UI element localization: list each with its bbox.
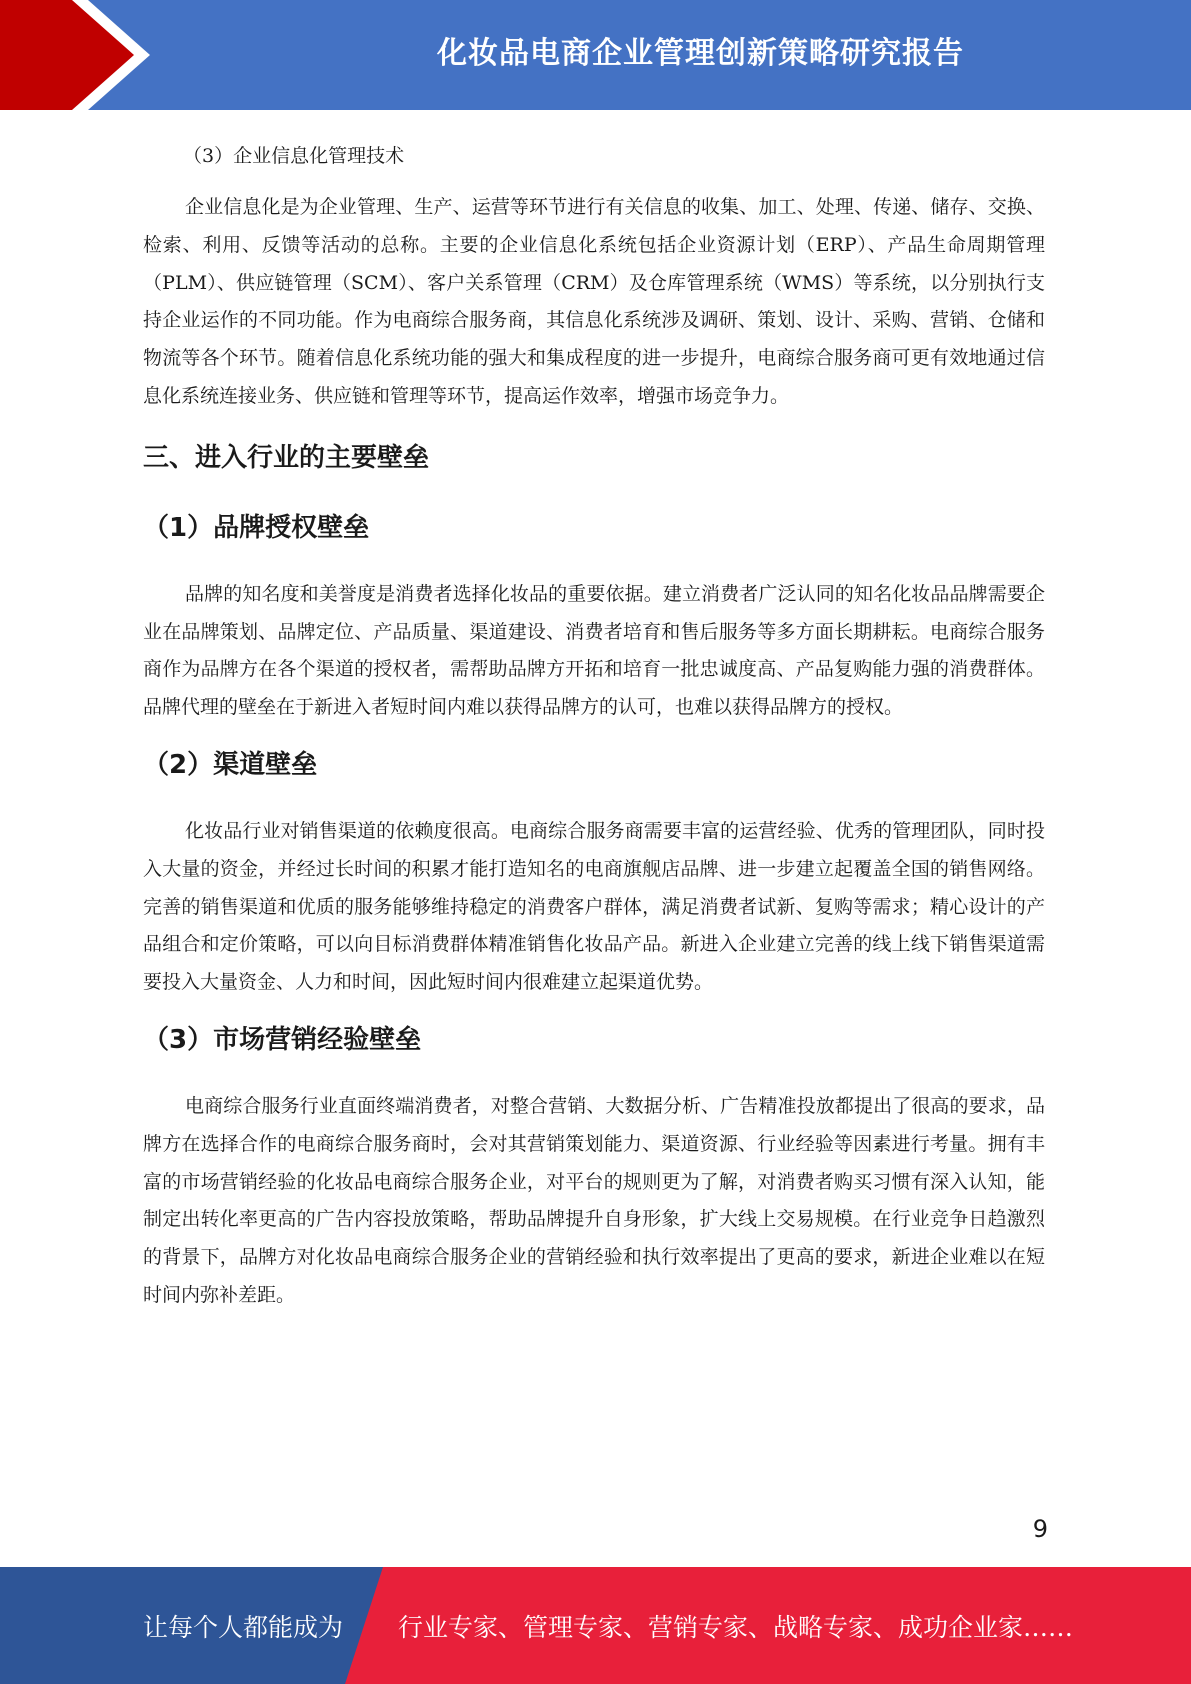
- header-banner: [0, 0, 1191, 110]
- footer-slogan-left: 让每个人都能成为: [143, 1612, 344, 1642]
- paragraph-info-tech: 企业信息化是为企业管理、生产、运营等环节进行有关信息的收集、加工、处理、传递、储存、交换、检索、利用、反馈等活动的总称。主要的企业信息化系统包括企业资源计划（ERP）、产品生命周期管理（PLM）、供应链管理（SCM）、客户关系管理（CRM）及仓库管理系统（WMS）等系统，以分别执行支持企业运作的不同功能。作为电商综合服务商，其信息化系统涉及调研、策划、设计、采购、营销、仓储和物流等各个环节。随着信息化系统功能的强大和集成程度的进一步提升，电商综合服务商可更有效地通过信息化系统连接业务、供应链和管理等环节，提高运作效率，增强市场竞争力。: [143, 196, 1045, 407]
- footer-slogan-right: 行业专家、管理专家、营销专家、战略专家、成功企业家……: [398, 1612, 1074, 1642]
- subsection-title-channel: （2）渠道壁垒: [143, 749, 318, 780]
- page-number: 9: [1032, 1515, 1048, 1543]
- footer-banner: [0, 1567, 1191, 1684]
- subsection-title-brand: （1）品牌授权壁垒: [143, 512, 370, 543]
- section-title-barriers: 三、进入行业的主要壁垒: [143, 442, 430, 473]
- main-content: [143, 130, 1045, 1315]
- paragraph-marketing-barrier: 电商综合服务行业直面终端消费者，对整合营销、大数据分析、广告精准投放都提出了很高的要求，品牌方在选择合作的电商综合服务商时，会对其营销策划能力、渠道资源、行业经验等因素进行考量。拥有丰富的市场营销经验的化妆品电商综合服务企业，对平台的规则更为了解，对消费者购买习惯有深入认知，能制定出转化率更高的广告内容投放策略，帮助品牌提升自身形象，扩大线上交易规模。在行业竞争日趋激烈的背景下，品牌方对化妆品电商综合服务企业的营销经验和执行效率提出了更高的要求，新进企业难以在短时间内弥补差距。: [143, 1094, 1045, 1306]
- document-title: 化妆品电商企业管理创新策略研究报告: [437, 36, 964, 71]
- subsection-title-marketing: （3）市场营销经验壁垒: [143, 1024, 422, 1055]
- subheading-info-tech: （3）企业信息化管理技术: [183, 145, 405, 167]
- paragraph-channel-barrier: 化妆品行业对销售渠道的依赖度很高。电商综合服务商需要丰富的运营经验、优秀的管理团队，同时投入大量的资金，并经过长时间的积累才能打造知名的电商旗舰店品牌、进一步建立起覆盖全国的销售网络。完善的销售渠道和优质的服务能够维持稳定的消费客户群体，满足消费者试新、复购等需求；精心设计的产品组合和定价策略，可以向目标消费群体精准销售化妆品产品。新进入企业建立完善的线上线下销售渠道需要投入大量资金、人力和时间，因此短时间内很难建立起渠道优势。: [143, 819, 1045, 994]
- paragraph-brand-barrier: 品牌的知名度和美誉度是消费者选择化妆品的重要依据。建立消费者广泛认同的知名化妆品品牌需要企业在品牌策划、品牌定位、产品质量、渠道建设、消费者培育和售后服务等多方面长期耕耘。电商综合服务商作为品牌方在各个渠道的授权者，需帮助品牌方开拓和培育一批忠诚度高、产品复购能力强的消费群体。品牌代理的壁垒在于新进入者短时间内难以获得品牌方的认可，也难以获得品牌方的授权。: [143, 582, 1045, 719]
